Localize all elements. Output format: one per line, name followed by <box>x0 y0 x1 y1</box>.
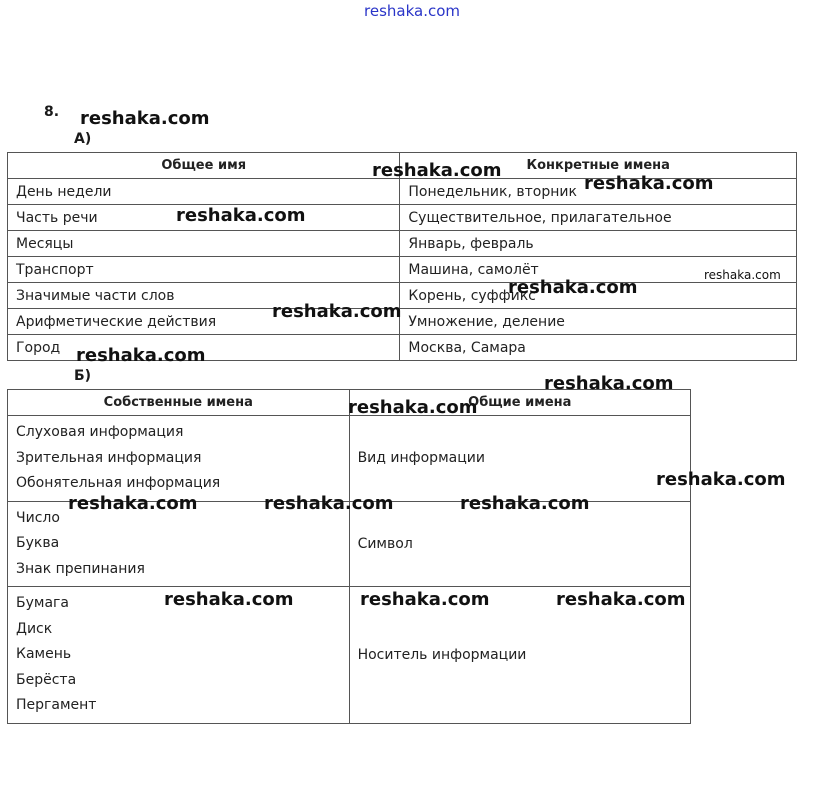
table-cell: Часть речи <box>8 205 400 231</box>
watermark: reshaka.com <box>176 205 306 226</box>
common-name-cell: Символ <box>349 501 690 587</box>
watermark: reshaka.com <box>508 277 638 298</box>
proper-names-cell <box>8 416 350 502</box>
watermark: reshaka.com <box>272 301 402 322</box>
list-item: Знак препинания <box>16 560 145 577</box>
watermark: reshaka.com <box>584 173 714 194</box>
list-item: Слуховая информация <box>16 424 184 440</box>
table-cell: Транспорт <box>8 257 400 283</box>
watermark: reshaka.com <box>348 397 478 418</box>
part-a-label: А) <box>74 131 92 147</box>
watermark: reshaka.com <box>68 493 198 514</box>
table-cell: Месяцы <box>8 231 400 257</box>
watermark: reshaka.com <box>704 268 781 282</box>
site-link[interactable]: reshaka.com <box>364 2 460 20</box>
watermark: reshaka.com <box>556 589 686 610</box>
common-name-cell: Вид информации <box>349 416 690 502</box>
watermark: reshaka.com <box>164 589 294 610</box>
list-item: Буква <box>16 535 60 551</box>
table-cell: Значимые части слов <box>8 283 400 309</box>
list-item: Обонятельная информация <box>16 475 221 491</box>
watermark: reshaka.com <box>76 345 206 366</box>
list-item: Диск <box>16 620 53 637</box>
table-row <box>8 309 797 335</box>
table-row <box>8 416 691 502</box>
table-cell: Существительное, прилагательное <box>400 205 797 231</box>
table-row <box>8 283 797 309</box>
list-item: Число <box>16 509 60 526</box>
watermark: reshaka.com <box>656 469 786 490</box>
common-name-cell: Носитель информации <box>349 587 690 724</box>
table-cell: Арифметические действия <box>8 309 400 335</box>
list-item: Пергамент <box>16 697 97 713</box>
table-cell: Машина, самолёт <box>400 257 797 283</box>
table-cell: Январь, февраль <box>400 231 797 257</box>
table-cell: Понедельник, вторник <box>400 179 797 205</box>
table-row <box>8 257 797 283</box>
list-item: Зрительная информация <box>16 449 202 466</box>
table-cell: Город <box>8 335 400 361</box>
table-row <box>8 231 797 257</box>
task-number: 8. <box>44 104 60 120</box>
table-a-header-general-name: Общее имя <box>8 153 400 179</box>
table-b-header-common-names: Общие имена <box>349 390 690 416</box>
list-item: Бумага <box>16 595 69 611</box>
watermark: reshaka.com <box>372 160 502 181</box>
watermark: reshaka.com <box>360 589 490 610</box>
list-item: Камень <box>16 646 72 662</box>
table-cell: Умножение, деление <box>400 309 797 335</box>
watermark: reshaka.com <box>80 108 210 129</box>
watermark: reshaka.com <box>544 373 674 394</box>
table-a-header-specific-names: Конкретные имена <box>400 153 797 179</box>
table-b-header-proper-names: Собственные имена <box>8 390 350 416</box>
watermark: reshaka.com <box>460 493 590 514</box>
table-row <box>8 205 797 231</box>
list-item: Берёста <box>16 671 77 688</box>
table-cell: День недели <box>8 179 400 205</box>
table-cell: Москва, Самара <box>400 335 797 361</box>
table-b <box>7 389 691 724</box>
table-cell: Корень, суффикс <box>400 283 797 309</box>
watermark: reshaka.com <box>264 493 394 514</box>
part-b-label: Б) <box>74 368 92 384</box>
